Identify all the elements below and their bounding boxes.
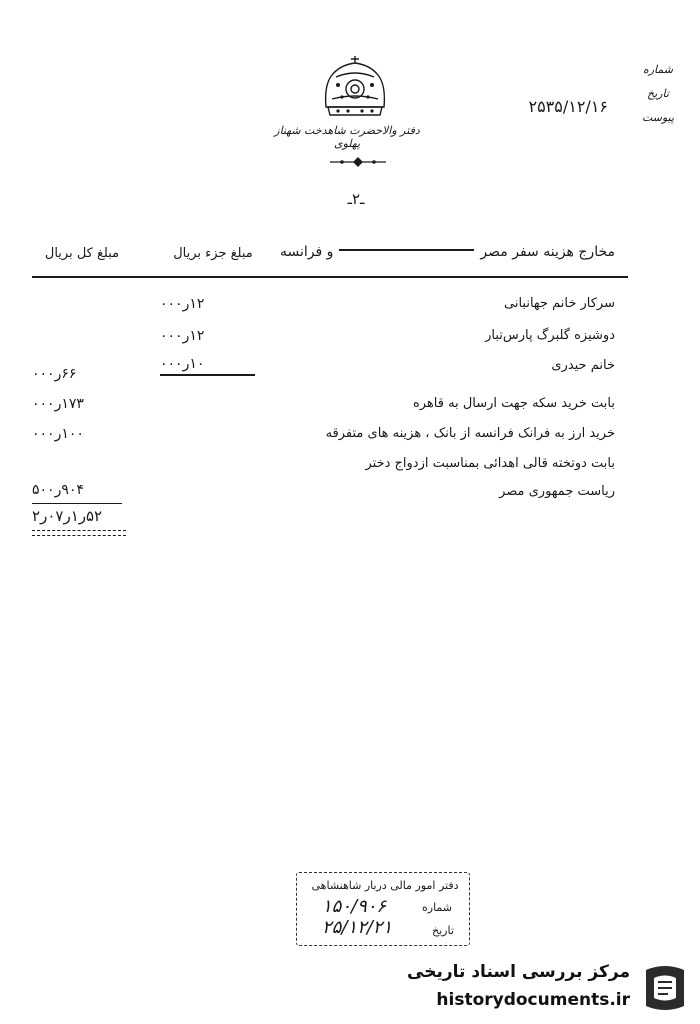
row-partial-amount: ۱۰ر۰۰۰: [160, 356, 255, 376]
row-description: دوشیزه گلبرگ پارس‌تبار: [485, 328, 615, 343]
expense-title-text: مخارج هزینه سفر مصر: [480, 244, 615, 260]
margin-labels: [628, 58, 688, 130]
row-description: ریاست جمهوری مصر: [499, 484, 615, 499]
crown-emblem: [318, 55, 392, 121]
header-rule: [32, 276, 628, 278]
row-total-amount: ۹۰۴ر۵۰۰: [32, 482, 84, 498]
row-description: خرید ارز به فرانک فرانسه از بانک ، هزینه های متفرقه: [325, 426, 615, 441]
archive-logo-icon: [640, 962, 690, 1014]
row-description: بابت دوتخته قالی اهدائی بمناسبت ازدواج دختر: [365, 456, 615, 471]
row-description: سرکار خانم جهانبانی: [504, 296, 615, 311]
row-total-amount: ۱۷۳ر۰۰۰: [32, 396, 84, 412]
page-number: ـ۲ـ: [347, 190, 365, 208]
row-partial-amount: ۱۲ر۰۰۰: [160, 328, 205, 344]
watermark-text: مرکز بررسی اسناد تاریخی: [407, 962, 630, 982]
stamp-date: ۲۵/۱۲/۲۱: [322, 917, 393, 938]
grand-total-underline: [32, 535, 126, 536]
row-total-amount: ۶۶ر۰۰۰: [32, 366, 77, 382]
expense-title-tail: و فرانسه: [279, 244, 334, 260]
office-line: دفتر والاحضرت شاهدخت شهناز پهلوی: [274, 124, 420, 150]
margin-label-number: شماره: [642, 63, 673, 76]
watermark-url[interactable]: historydocuments.ir: [436, 990, 630, 1010]
document-date: ۲۵۳۵/۱۲/۱۶: [528, 97, 608, 116]
row-partial-amount: ۱۲ر۰۰۰: [160, 296, 205, 312]
sum-rule: [32, 503, 122, 504]
margin-label-attachment: پیوست: [641, 111, 675, 124]
ornament-divider: [328, 154, 388, 170]
grand-total: ۵۲ر۱ر۰۷ر۲: [32, 507, 103, 525]
grand-total-underline: [32, 530, 126, 531]
row-description: خانم حیدری: [551, 358, 615, 373]
partial-amount-header: مبلغ جزء بریال: [173, 246, 253, 261]
row-description: بابت خرید سکه جهت ارسال به قاهره: [412, 396, 615, 411]
stamp-date-label: تاریخ: [432, 924, 454, 937]
stamp-number: ۱۵۰/۹۰۶: [322, 896, 387, 917]
row-total-amount: ۱۰۰ر۰۰۰: [32, 426, 84, 442]
stamp-office: دفتر امور مالی دربار شاهنشاهی: [311, 879, 459, 892]
title-dash: [339, 249, 474, 251]
margin-label-date: تاریخ: [647, 87, 669, 100]
total-amount-header: مبلغ کل بریال: [44, 246, 120, 261]
stamp-number-label: شماره: [422, 901, 453, 914]
